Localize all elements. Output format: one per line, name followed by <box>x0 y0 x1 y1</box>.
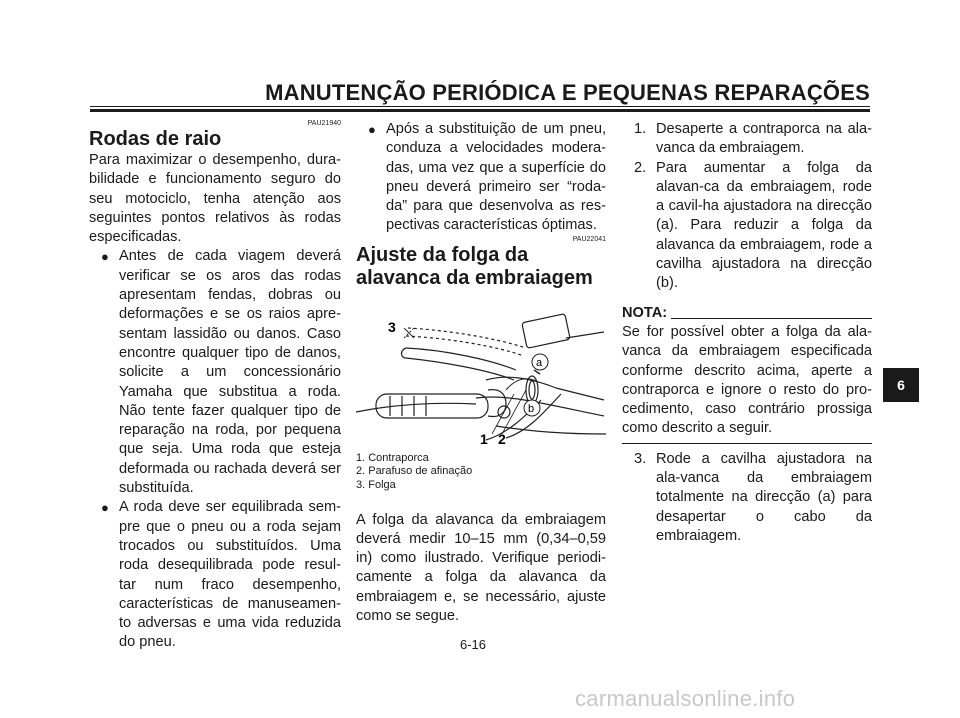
column-2 <box>356 120 606 626</box>
watermark: carmanualsonline.info <box>575 686 796 711</box>
chapter-tab: 6 <box>883 368 919 402</box>
figure-label-2: 2 <box>498 430 506 446</box>
step-item <box>622 159 872 294</box>
section-code: PAU22041 <box>572 235 606 243</box>
column-3 <box>622 120 872 546</box>
page-number: 6-16 <box>460 637 487 652</box>
note-end-rule <box>622 443 872 444</box>
list-item <box>89 498 341 652</box>
bullet-icon: ● <box>101 249 109 265</box>
section-heading: Ajuste da folga da alavanca da embraiagem <box>356 243 593 289</box>
page-title: MANUTENÇÃO PERIÓDICA E PEQUENAS REPARAÇÕES <box>265 80 870 105</box>
header-rule <box>90 106 870 112</box>
section-code: PAU21940 <box>307 120 341 127</box>
intro-paragraph: Para maximizar o desempenho, dura-bilidade e funcionamento seguro do seu motociclo, tenha atenção aos seguintes pontos relativos às rodas especificadas. <box>89 152 341 246</box>
column-1 <box>89 120 341 653</box>
step-text: Para aumentar a folga da alavan-ca da embraiagem, rode a cavil-ha ajustadora na direcção (a). Para reduzir a folga da alavanca da embraiagem, rode a cavilha ajustadora na direcção (b). <box>656 159 872 292</box>
note-label: NOTA: <box>622 304 668 321</box>
step-item <box>622 120 872 159</box>
figure-label-a: a <box>536 356 543 369</box>
step-number: 3. <box>634 450 647 467</box>
bullet-text: Antes de cada viagem deverá verificar se os aros das rodas apresentam fendas, dobras ou deformações e se os raios apre-sentam lassidão ou danos. Caso encontre qualquer tipo de danos, solicite a um concessionário Yamaha que substitua a roda. Não tente fazer qualquer tipo de reparação na roda, por pequena que seja. Uma roda que esteja deformada ou rachada deverá ser substituída. <box>119 248 341 497</box>
bullet-icon: ● <box>368 122 376 137</box>
list-item <box>356 120 606 236</box>
bullet-text: A roda deve ser equilibrada sem-pre que o pneu ou a roda sejam trocados ou substituídos. Uma roda desequilibrada pode resul-tar num fraco desempenho, características de manuseamen-to adversas e uma vida reduzida do pneu. <box>119 499 341 651</box>
list-item <box>89 247 341 498</box>
note-text: Se for possível obter a folga da ala-vanca da embraiagem especificada conforme descrito acima, aperte a contraporca e ignore o resto do pro-cedimento, caso contrário prossiga como descrito a seguir. <box>622 323 872 437</box>
step-number: 2. <box>634 159 647 176</box>
body-paragraph: A folga da alavanca da embraiagem deverá medir 10–15 mm (0,34–0,59 in) como ilustrado. Verifique periodi-camente a folga da alavanca da embraiagem e, se necessário, ajuste como se segue. <box>356 511 606 625</box>
figure-label-1: 1 <box>480 430 488 446</box>
clutch-lever-illustration <box>356 308 606 446</box>
section-heading: Rodas de raio <box>89 128 222 150</box>
note-header <box>622 304 872 323</box>
clutch-lever-figure <box>356 308 606 446</box>
note-rule <box>671 318 872 319</box>
step-item <box>622 450 872 546</box>
step-number: 1. <box>634 121 647 137</box>
figure-label-3: 3 <box>388 318 396 335</box>
bullet-text: Após a substituição de um pneu, conduza a velocidades modera-das, uma vez que a superfície do pneu deverá primeiro ser “roda-da” para que desenvolva as res-pectivas características óptimas. <box>386 121 606 234</box>
step-text: Desaperte a contraporca na ala-vanca da embraiagem. <box>656 121 872 157</box>
caption-item: 1. Contraporca <box>356 451 429 464</box>
bullet-icon: ● <box>101 500 109 516</box>
figure-label-b: b <box>528 402 535 415</box>
figure-caption <box>356 452 606 493</box>
caption-item: 3. Folga <box>356 478 396 491</box>
caption-item: 2. Parafuso de afinação <box>356 465 473 478</box>
step-text: Rode a cavilha ajustadora na ala-vanca da embraiagem totalmente na direcção (a) para desapertar o cabo da embraiagem. <box>656 450 872 544</box>
